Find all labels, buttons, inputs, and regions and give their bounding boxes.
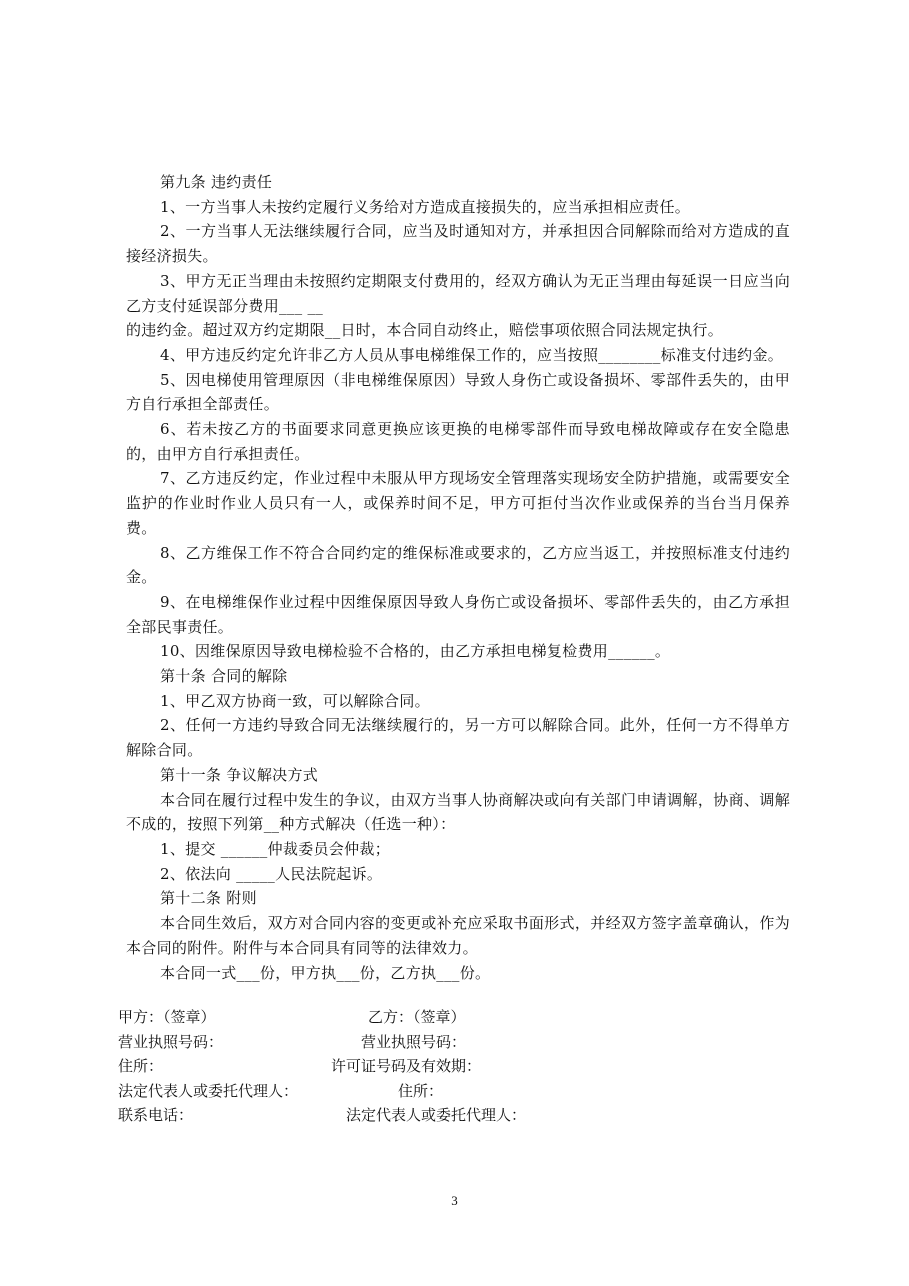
party-a-representative: 法定代表人或委托代理人： xyxy=(118,1081,299,1100)
clause-11-2: 2、依法向 _____人民法院起诉。 xyxy=(160,864,383,883)
party-a-seal: 甲方：（签章） xyxy=(118,1008,216,1026)
clause-9-1: 1、一方当事人未按约定履行义务给对方造成直接损失的，应当承担相应责任。 xyxy=(160,197,691,216)
contract-body xyxy=(126,170,790,985)
clause-9-3: 3、甲方无正当理由未按照约定期限支付费用的，经双方确认为无正当理由每延误一日应当向乙方支付延误部分费用___ __ xyxy=(126,271,790,315)
party-b-permit: 许可证号码及有效期： xyxy=(331,1057,482,1075)
signature-row xyxy=(118,1103,798,1128)
party-a-license: 营业执照号码： xyxy=(118,1032,224,1051)
clause-9-7: 7、乙方违反约定，作业过程中未服从甲方现场安全管理落实现场安全防护措施，或需要安全监护的作业时作业人员只有一人，或保养时间不足，甲方可拒付当次作业或保养的当台当月保养费。 xyxy=(126,469,790,537)
signature-row xyxy=(118,1030,798,1055)
signature-row xyxy=(118,1005,798,1030)
party-b-seal: 乙方：（签章） xyxy=(368,1008,466,1026)
article-10-heading: 第十条 合同的解除 xyxy=(160,667,288,686)
article-11-heading: 第十一条 争议解决方式 xyxy=(160,765,319,784)
clause-9-5: 5、因电梯使用管理原因（非电梯维保原因）导致人身伤亡或设备损坏、零部件丢失的，由甲方自行承担全部责任。 xyxy=(126,370,790,414)
signature-row xyxy=(118,1079,798,1104)
party-b-license: 营业执照号码： xyxy=(361,1032,467,1051)
clause-9-10: 10、因维保原因导致电梯检验不合格的，由乙方承担电梯复检费用______。 xyxy=(160,642,671,661)
party-b-address: 住所： xyxy=(398,1081,444,1100)
clause-11-body: 本合同在履行过程中发生的争议，由双方当事人协商解决或向有关部门申请调解，协商、调解不成的，按照下列第__种方式解决（任选一种）： xyxy=(126,790,790,834)
clause-9-8: 8、乙方维保工作不符合合同约定的维保标准或要求的，乙方应当返工，并按照标准支付违约金。 xyxy=(126,543,790,587)
clause-9-9: 9、在电梯维保作业过程中因维保原因导致人身伤亡或设备损坏、零部件丢失的，由乙方承担全部民事责任。 xyxy=(126,592,790,636)
clause-9-2: 2、一方当事人无法继续履行合同，应当及时通知对方，并承担因合同解除而给对方造成的直接经济损失。 xyxy=(126,222,790,266)
clause-9-4: 4、甲方违反约定允许非乙方人员从事电梯维保工作的，应当按照________标准支付违约金。 xyxy=(160,345,784,364)
party-a-phone: 联系电话： xyxy=(118,1106,194,1124)
clause-11-1: 1、提交 ______仲裁委员会仲裁； xyxy=(160,839,391,858)
clause-9-3-continued: 的违约金。超过双方约定期限__日时，本合同自动终止，赔偿事项依照合同法规定执行。 xyxy=(126,321,724,340)
page-number: 3 xyxy=(451,1193,458,1208)
signature-block xyxy=(118,1005,798,1128)
clause-12-body: 本合同生效后，双方对合同内容的变更或补充应采取书面形式，并经双方签字盖章确认，作为本合同的附件。附件与本合同具有同等的法律效力。 xyxy=(126,914,790,957)
article-9-heading: 第九条 违约责任 xyxy=(160,173,273,191)
party-b-representative: 法定代表人或委托代理人： xyxy=(346,1106,527,1124)
clause-10-1: 1、甲乙双方协商一致，可以解除合同。 xyxy=(160,691,430,710)
clause-12-copies: 本合同一式___份，甲方执___份，乙方执___份。 xyxy=(160,963,491,982)
article-12-heading: 第十二条 附则 xyxy=(160,889,257,908)
clause-9-6: 6、若未按乙方的书面要求同意更换应该更换的电梯零部件而导致电梯故障或存在安全隐患的，由甲方自行承担责任。 xyxy=(126,420,790,463)
signature-row xyxy=(118,1054,798,1079)
party-a-address: 住所： xyxy=(118,1057,164,1075)
clause-10-2: 2、任何一方违约导致合同无法继续履行的，另一方可以解除合同。此外，任何一方不得单方解除合同。 xyxy=(126,716,790,760)
